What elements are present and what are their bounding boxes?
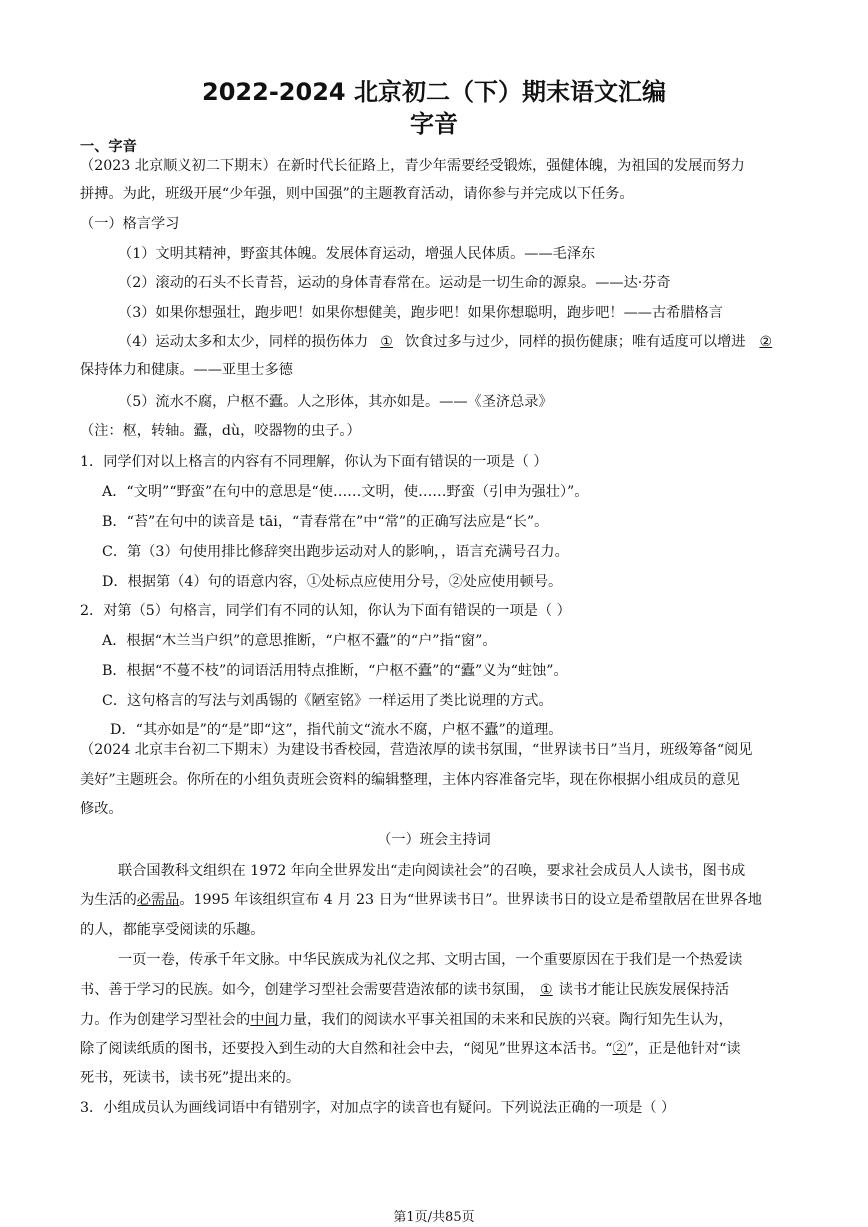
quote-line: （1）文明其精神，野蛮其体魄。发展体育运动，增强人民体质。——毛泽东 [118,246,596,262]
part-heading: （一）格言学习 [80,216,180,232]
passage-text: 。1995 年该组织宣布 4 月 23 日为“世界读书日”。世界读书日的设立是希望散居在世界各地 [179,892,762,908]
quote-line [118,332,772,352]
passage-line: 死书，死读书，读书死”提出来的。 [80,1070,301,1086]
intro-paragraph-line: （2024 北京丰台初二下期末）为建设书香校园，营造浓厚的读书氛围，“世界读书日”当月，班级筹备“阅见 [80,742,753,758]
quote-line: （3）如果你想强壮，跑步吧！如果你想健美，跑步吧！如果你想聪明，跑步吧！——古希腊格言 [118,305,723,321]
quote-line: （5）流水不腐，户枢不蠹。人之形体，其亦如是。——《圣济总录》 [118,394,553,410]
passage-line [80,1039,741,1059]
option-c: C．这句格言的写法与刘禹锡的《陋室铭》一样运用了类比说理的方式。 [102,693,553,709]
passage-text: 书、善于学习的民族。如今，创建学习型社会需要营造浓郁的读书氛围， [80,982,535,998]
quote-line: 保持体力和健康。——亚里士多德 [80,362,293,378]
passage-line: 联合国教科文组织在 1972 年向全世界发出“走向阅读社会”的召唤，要求社会成员人人读书，图书成 [118,863,746,879]
intro-paragraph-line: 拼搏。为此，班级开展“少年强，则中国强”的主题教育活动，请你参与并完成以下任务。 [80,186,634,202]
passage-text: 为生活的 [80,892,137,908]
quote-text: （4）运动太多和太少，同样的损伤体力 [118,334,369,350]
blank-1: ① [540,982,553,998]
question-2: 2．对第（5）句格言，同学们有不同的认知，你认为下面有错误的一项是（ ） [80,603,571,619]
part-heading: （一）班会主持词 [377,832,491,848]
blank-2: ② [759,334,773,350]
document-title: 2022-2024 北京初二（下）期末语文汇编 [202,78,666,106]
passage-line: 的人，都能享受阅读的乐趣。 [80,922,265,938]
passage-line [80,1010,733,1030]
intro-paragraph-line: 修改。 [80,801,123,817]
option-a: A．“文明”“野蛮”在句中的意思是“使……文明，使……野蛮（引申为强壮）”。 [102,484,589,500]
question-3: 3．小组成员认为画线词语中有错别字，对加点字的读音也有疑问。下列说法正确的一项是（ ） [80,1100,676,1116]
intro-paragraph-line: 美好”主题班会。你所在的小组负责班会资料的编辑整理，主体内容准备完毕，现在你根据小组成员的意见 [80,772,740,788]
passage-line [80,890,762,910]
option-c: C．第（3）句使用排比修辞突出跑步运动对人的影响，，语言充满号召力。 [102,544,569,560]
passage-text: 读书才能让民族发展保持活 [558,982,730,998]
passage-text: 力。作为创建学习型社会的 [80,1012,251,1028]
note: （注：枢，转轴。蠹，dù，咬器物的虫子。） [80,423,361,439]
passage-text: ”，正是他针对“读 [626,1041,741,1057]
question-1: 1．同学们对以上格言的内容有不同理解，你认为下面有错误的一项是（ ） [80,454,548,470]
option-b: B．根据“不蔓不枝”的词语活用特点推断，“户枢不蠹”的“蠹”义为“蛀蚀”。 [102,663,568,679]
passage-line [80,980,729,1000]
document-subtitle: 字音 [410,110,458,138]
underlined-word: 中间 [250,1012,279,1028]
option-a: A．根据“木兰当户织”的意思推断，“户枢不蠹”的“户”指“窗”。 [102,633,497,649]
blank-2: ② [612,1041,627,1057]
page-footer: 第1页/共85页 [393,1210,475,1225]
underlined-word: 必需品 [136,892,180,908]
option-d: D．“其亦如是”的“是”即“这”，指代前文“流水不腐，户枢不蠹”的道理。 [110,722,563,738]
intro-paragraph-line: （2023 北京顺义初二下期末）在新时代长征路上，青少年需要经受锻炼，强健体魄，为祖国的发展而努力 [80,158,745,174]
section-heading: 一、字音 [80,139,137,155]
blank-1: ① [380,334,393,350]
passage-text: 力量，我们的阅读水平事关祖国的未来和民族的兴衰。陶行知先生认为， [278,1012,733,1028]
passage-text: 除了阅读纸质的图书，还要投入到生动的大自然和社会中去，“阅见”世界这本活书。“ [80,1041,613,1057]
option-d: D．根据第（4）句的语意内容，①处标点应使用分号，②处应使用顿号。 [102,574,563,590]
passage-line: 一页一卷，传承千年文脉。中华民族成为礼仪之邦、文明古国，一个重要原因在于我们是一个热爱读 [118,952,743,968]
option-b: B．“苔”在句中的读音是 tāi，“青春常在”中“常”的正确写法应是“长”。 [102,514,549,530]
quote-text: 饮食过多与过少，同样的损伤健康；唯有适度可以增进 [404,334,746,350]
quote-line: （2）滚动的石头不长青苔，运动的身体青春常在。运动是一切生命的源泉。——达·芬奇 [118,275,671,291]
